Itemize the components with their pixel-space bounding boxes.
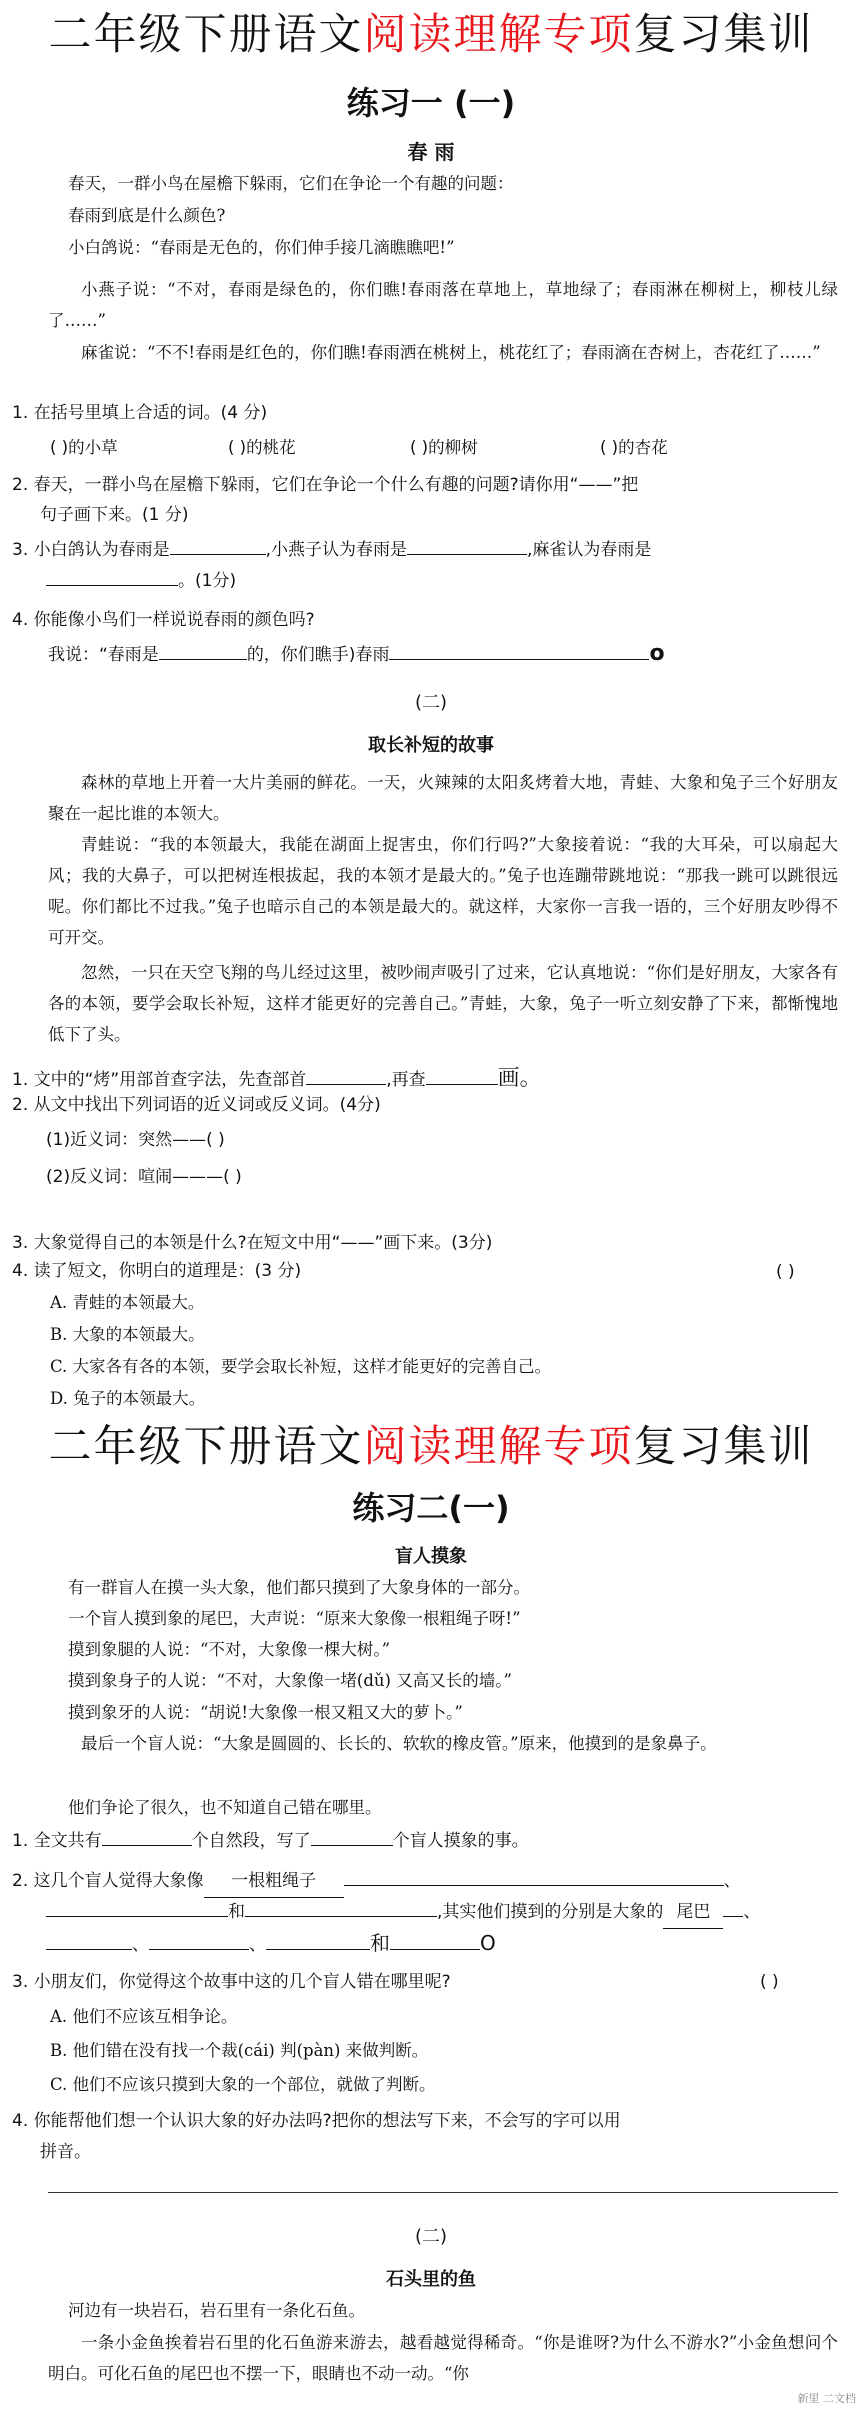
question-2: 2. 从文中找出下列词语的近义词或反义词。(4分): [12, 1095, 381, 1115]
exercise-subtitle: 练习二(一): [352, 1489, 510, 1527]
option-a[interactable]: A. 青蛙的本领最大。: [50, 1293, 205, 1312]
paragraph: 河边有一块岩石，岩石里有一条化石鱼。: [68, 2301, 365, 2320]
option-b[interactable]: B. 大象的本领最大。: [50, 1325, 205, 1344]
question-2-cont2: 、 、 和 O: [46, 1928, 862, 1961]
paragraph: 一个盲人摸到象的尾巴，大声说：“原来大象像一根粗绳子呀!”: [68, 1609, 521, 1628]
paragraph: 麻雀说：“不不!春雨是红色的，你们瞧!春雨洒在桃树上，桃花红了；春雨滴在杏树上，杏花红了……”: [81, 343, 821, 362]
answer-blank[interactable]: [149, 1931, 249, 1950]
synonym-item: (1)近义词：突然——( ): [46, 1130, 225, 1150]
question-3: 3. 小白鸽认为春雨是 ,小燕子认为春雨是 ,麻雀认为春雨是: [12, 535, 842, 566]
paragraph: 春天，一群小鸟在屋檐下躲雨，它们在争论一个有趣的问题：: [68, 174, 514, 193]
question-4-cont: 拼音。: [40, 2142, 91, 2162]
answer-blank[interactable]: [723, 1898, 743, 1917]
answer-blank[interactable]: [306, 1066, 386, 1085]
question-4: 4. 你能像小鸟们一样说说春雨的颜色吗?: [12, 610, 315, 630]
answer-blank[interactable]: [46, 1898, 228, 1917]
option-c[interactable]: C. 大家各有各的本领，要学会取长补短，这样才能更好的完善自己。: [50, 1357, 552, 1376]
passage-title: 石头里的鱼: [386, 2269, 476, 2290]
paragraph: 他们争论了很久，也不知道自己错在哪里。: [68, 1798, 382, 1817]
answer-blank[interactable]: [426, 1066, 498, 1085]
question-3: 3. 大象觉得自己的本领是什么?在短文中用“——”画下来。(3分): [12, 1233, 493, 1253]
section-number: (二): [414, 692, 448, 713]
answer-fill[interactable]: 尾巴: [663, 1897, 723, 1929]
question-4: 4. 你能帮他们想一个认识大象的好办法吗?把你的想法写下来，不会写的字可以用: [12, 2111, 621, 2131]
question-2: 2. 这几个盲人觉得大象像 一根粗绳子 、: [12, 1866, 842, 1898]
paragraph: 小燕子说：“不对，春雨是绿色的，你们瞧!春雨落在草地上，草地绿了；春雨淋在柳树上，柳枝儿绿了……”: [48, 280, 838, 330]
paragraph: 摸到象身子的人说：“不对，大象像一堵(dǔ) 又高又长的墙。”: [68, 1671, 512, 1690]
answer-bracket[interactable]: ( ): [776, 1262, 795, 1282]
fill-item: ( )的桃花: [228, 438, 296, 457]
question-2: 2. 春天，一群小鸟在屋檐下躲雨，它们在争论一个什么有趣的问题?请你用“——”把: [12, 475, 639, 495]
fill-item: ( )的柳树: [410, 438, 478, 457]
paragraph: 摸到象腿的人说：“不对，大象像一棵大树。”: [68, 1640, 391, 1659]
question-4: 4. 读了短文，你明白的道理是：(3 分): [12, 1261, 302, 1281]
passage-title: 取长补短的故事: [368, 735, 494, 756]
answer-line[interactable]: [48, 2192, 838, 2193]
exercise-subtitle: 练习一 (一): [346, 84, 516, 122]
option-a[interactable]: A. 他们不应该互相争论。: [50, 2007, 238, 2026]
option-c[interactable]: C. 他们不应该只摸到大象的一个部位，就做了判断。: [50, 2075, 436, 2094]
paragraph: 一条小金鱼挨着岩石里的化石鱼游来游去，越看越觉得稀奇。“你是谁呀?为什么不游水?”小金鱼想问个明白。可化石鱼的尾巴也不摆一下，眼睛也不动一动。“你: [48, 2333, 838, 2383]
passage-title: 春 雨: [407, 140, 455, 164]
fill-item: ( )的杏花: [600, 438, 668, 457]
paragraph: 有一群盲人在摸一头大象，他们都只摸到了大象身体的一部分。: [68, 1578, 530, 1597]
passage-title: 盲人摸象: [395, 1546, 467, 1567]
paragraph: 忽然，一只在天空飞翔的鸟儿经过这里，被吵闹声吸引了过来，它认真地说：“你们是好朋友，大家各有各的本领，要学会取长补短，这样才能更好的完善自己。”青蛙，大象，兔子一听立刻安静了下来，都惭愧地低下了头。: [48, 963, 838, 1044]
paragraph: 最后一个盲人说：“大象是圆圆的、长长的、软软的橡皮管。”原来，他摸到的是象鼻子。: [81, 1734, 717, 1753]
paragraph: 小白鸽说：“春雨是无色的，你们伸手接几滴瞧瞧吧!”: [68, 238, 455, 257]
section-number: (二): [414, 2226, 448, 2247]
answer-blank[interactable]: [170, 536, 266, 555]
paragraph: 青蛙说：“我的本领最大，我能在湖面上捉害虫，你们行吗?”大象接着说：“我的大耳朵，可以扇起大风；我的大鼻子，可以把树连根拔起，我的本领才是最大的。”兔子也连蹦带跳地说：“那我一跳可以跳很远呢。你们都比不过我。”兔子也暗示自己的本领是最大的。就这样，大家你一言我一语的，三个好朋友吵得不可开交。: [48, 835, 838, 947]
answer-blank[interactable]: [46, 567, 178, 586]
answer-blank[interactable]: [390, 1931, 480, 1950]
paragraph: 摸到象牙的人说：“胡说!大象像一根又粗又大的萝卜。”: [68, 1703, 463, 1722]
question-2-cont: 句子画下来。(1 分): [40, 505, 189, 525]
answer-blank[interactable]: [389, 641, 649, 660]
paragraph: 春雨到底是什么颜色?: [68, 206, 226, 225]
question-2-cont: 和 ,其实他们摸到的分别是大象的 尾巴 、: [46, 1897, 862, 1929]
fill-item: ( )的小草: [50, 438, 118, 457]
question-1: 1. 在括号里填上合适的词。(4 分): [12, 403, 268, 423]
question-3: 3. 小朋友们，你觉得这个故事中这的几个盲人错在哪里呢?: [12, 1972, 451, 1992]
question-4-answer: 我说：“春雨是 的，你们瞧手)春雨 o: [48, 641, 665, 666]
question-1: 1. 文中的“烤”用部首查字法，先查部首 ,再查 画。: [12, 1066, 542, 1091]
banner-title: 二年级下册语文阅读理解专项复习集训: [48, 10, 814, 60]
banner-title: 二年级下册语文阅读理解专项复习集训: [48, 1422, 814, 1472]
answer-blank[interactable]: [102, 1827, 192, 1846]
option-b[interactable]: B. 他们错在没有找一个裁(cái) 判(pàn) 来做判断。: [50, 2041, 429, 2060]
question-3-cont: 。(1分): [46, 566, 862, 597]
answer-blank[interactable]: [245, 1898, 437, 1917]
answer-blank[interactable]: [159, 641, 247, 660]
antonym-item: (2)反义词：喧闹———( ): [46, 1167, 242, 1187]
answer-blank[interactable]: [266, 1931, 370, 1950]
answer-bracket[interactable]: ( ): [760, 1972, 779, 1992]
answer-blank[interactable]: [46, 1931, 132, 1950]
watermark: 新里 二文档: [797, 2392, 856, 2405]
question-1: 1. 全文共有 个自然段，写了 个盲人摸象的事。: [12, 1826, 842, 1857]
option-d[interactable]: D. 兔子的本领最大。: [50, 1389, 206, 1408]
answer-fill[interactable]: 一根粗绳子: [204, 1866, 344, 1898]
paragraph: 森林的草地上开着一大片美丽的鲜花。一天，火辣辣的太阳炙烤着大地，青蛙、大象和兔子三个好朋友聚在一起比谁的本领大。: [48, 773, 838, 823]
answer-blank[interactable]: [311, 1827, 393, 1846]
answer-blank[interactable]: [344, 1867, 724, 1886]
answer-blank[interactable]: [407, 536, 527, 555]
